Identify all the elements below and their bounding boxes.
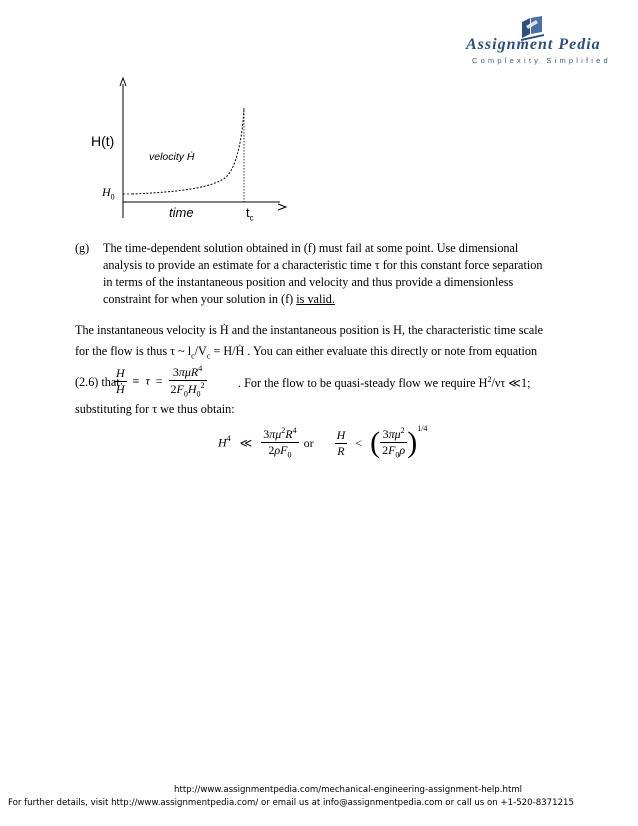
question-line: The time-dependent solution obtained in (f) must fail at some point. Use dimensional bbox=[103, 241, 519, 255]
h0-subscript: 0 bbox=[110, 192, 115, 202]
h0-symbol: H bbox=[102, 185, 111, 199]
tc-symbol: t bbox=[246, 205, 250, 220]
inequality-fraction-1: $\frac{3\pi\mu^2R^4}{2\rho F_0}$ bbox=[263, 426, 297, 460]
footer-contact: For further details, visit http://www.assignmentpedia.com/ or email us at info@assignmentpedia.com or call us on +1-520-8371215 bbox=[8, 798, 574, 808]
logo-tagline: Complexity Simplified bbox=[472, 56, 611, 65]
answer-text: . For the flow to be quasi-steady flow we require H bbox=[238, 376, 488, 391]
tc-label bbox=[246, 205, 254, 223]
inequality-fraction-3: $\frac{3\pi\mu^2}{2F_0\rho}$ bbox=[382, 426, 406, 460]
question-underlined: is valid. bbox=[296, 292, 335, 306]
question-line: constraint for when your solution in (f) bbox=[103, 292, 297, 306]
tau-fraction: $\frac{3\pi\mu R^4}{2F_0H_0^2}$ bbox=[170, 364, 205, 399]
h-over-hdot-fraction: $\frac{H}{\text{Ḣ}}$ bbox=[116, 365, 125, 396]
final-inequality: $H^4$ ≪ $\frac{3\pi\mu^2R^4}{2\rho F_0}$ or $\frac{H}{R}$ < ( $\frac{3\pi\mu^2}{2F_0\rho}$ )$^{1/4}$ bbox=[218, 423, 428, 460]
h-exponent: 2 bbox=[487, 375, 492, 384]
question-last-line bbox=[103, 291, 573, 308]
x-axis-arrow-icon bbox=[278, 204, 286, 210]
logo[interactable] bbox=[460, 14, 610, 66]
curve-label: velocity Ḣ bbox=[149, 151, 195, 163]
answer-line-1: The instantaneous velocity is Ḣ and the instantaneous position is H, the characteristic time scale bbox=[75, 323, 544, 337]
or-word: or bbox=[303, 435, 314, 450]
question-line: analysis to provide an estimate for a characteristic time τ for this constant force separation bbox=[103, 258, 543, 272]
inequality-fraction-2: $\frac{H}{R}$ bbox=[336, 427, 346, 458]
equation-2-6: $\frac{H}{\text{Ḣ}}$ ≡ τ = $\frac{3\pi\mu R^4}{2F_0H_0^2}$ bbox=[116, 364, 205, 399]
vc-subscript: c bbox=[206, 351, 211, 361]
y-axis-label: H(t) bbox=[91, 133, 115, 149]
answer-text: /ντ ≪1; bbox=[491, 376, 531, 391]
lc-subscript: c bbox=[191, 351, 195, 361]
x-axis-label: time bbox=[169, 205, 194, 220]
answer-line-4: substituting for τ we thus obtain: bbox=[75, 402, 235, 416]
answer-text: /V bbox=[194, 344, 207, 358]
logo-title: Assignment Pedia bbox=[466, 36, 601, 53]
question-label: (g) bbox=[75, 241, 90, 255]
question-text bbox=[103, 240, 573, 308]
answer-line-3-suffix bbox=[238, 375, 531, 391]
question-line: in terms of the instantaneous position and velocity and thus provide a dimensionless bbox=[103, 275, 514, 289]
h0-label bbox=[102, 185, 115, 201]
answer-line-3-prefix: (2.6) that bbox=[75, 375, 120, 389]
answer-line-2 bbox=[75, 344, 537, 360]
footer-url[interactable]: http://www.assignmentpedia.com/mechanical-engineering-assignment-help.html bbox=[174, 785, 523, 795]
answer-text: = H/Ḣ . You can either evaluate this directly or note from equation bbox=[210, 344, 538, 358]
answer-text: for the flow is thus τ ~ l bbox=[75, 344, 192, 358]
tc-subscript: c bbox=[249, 213, 254, 223]
